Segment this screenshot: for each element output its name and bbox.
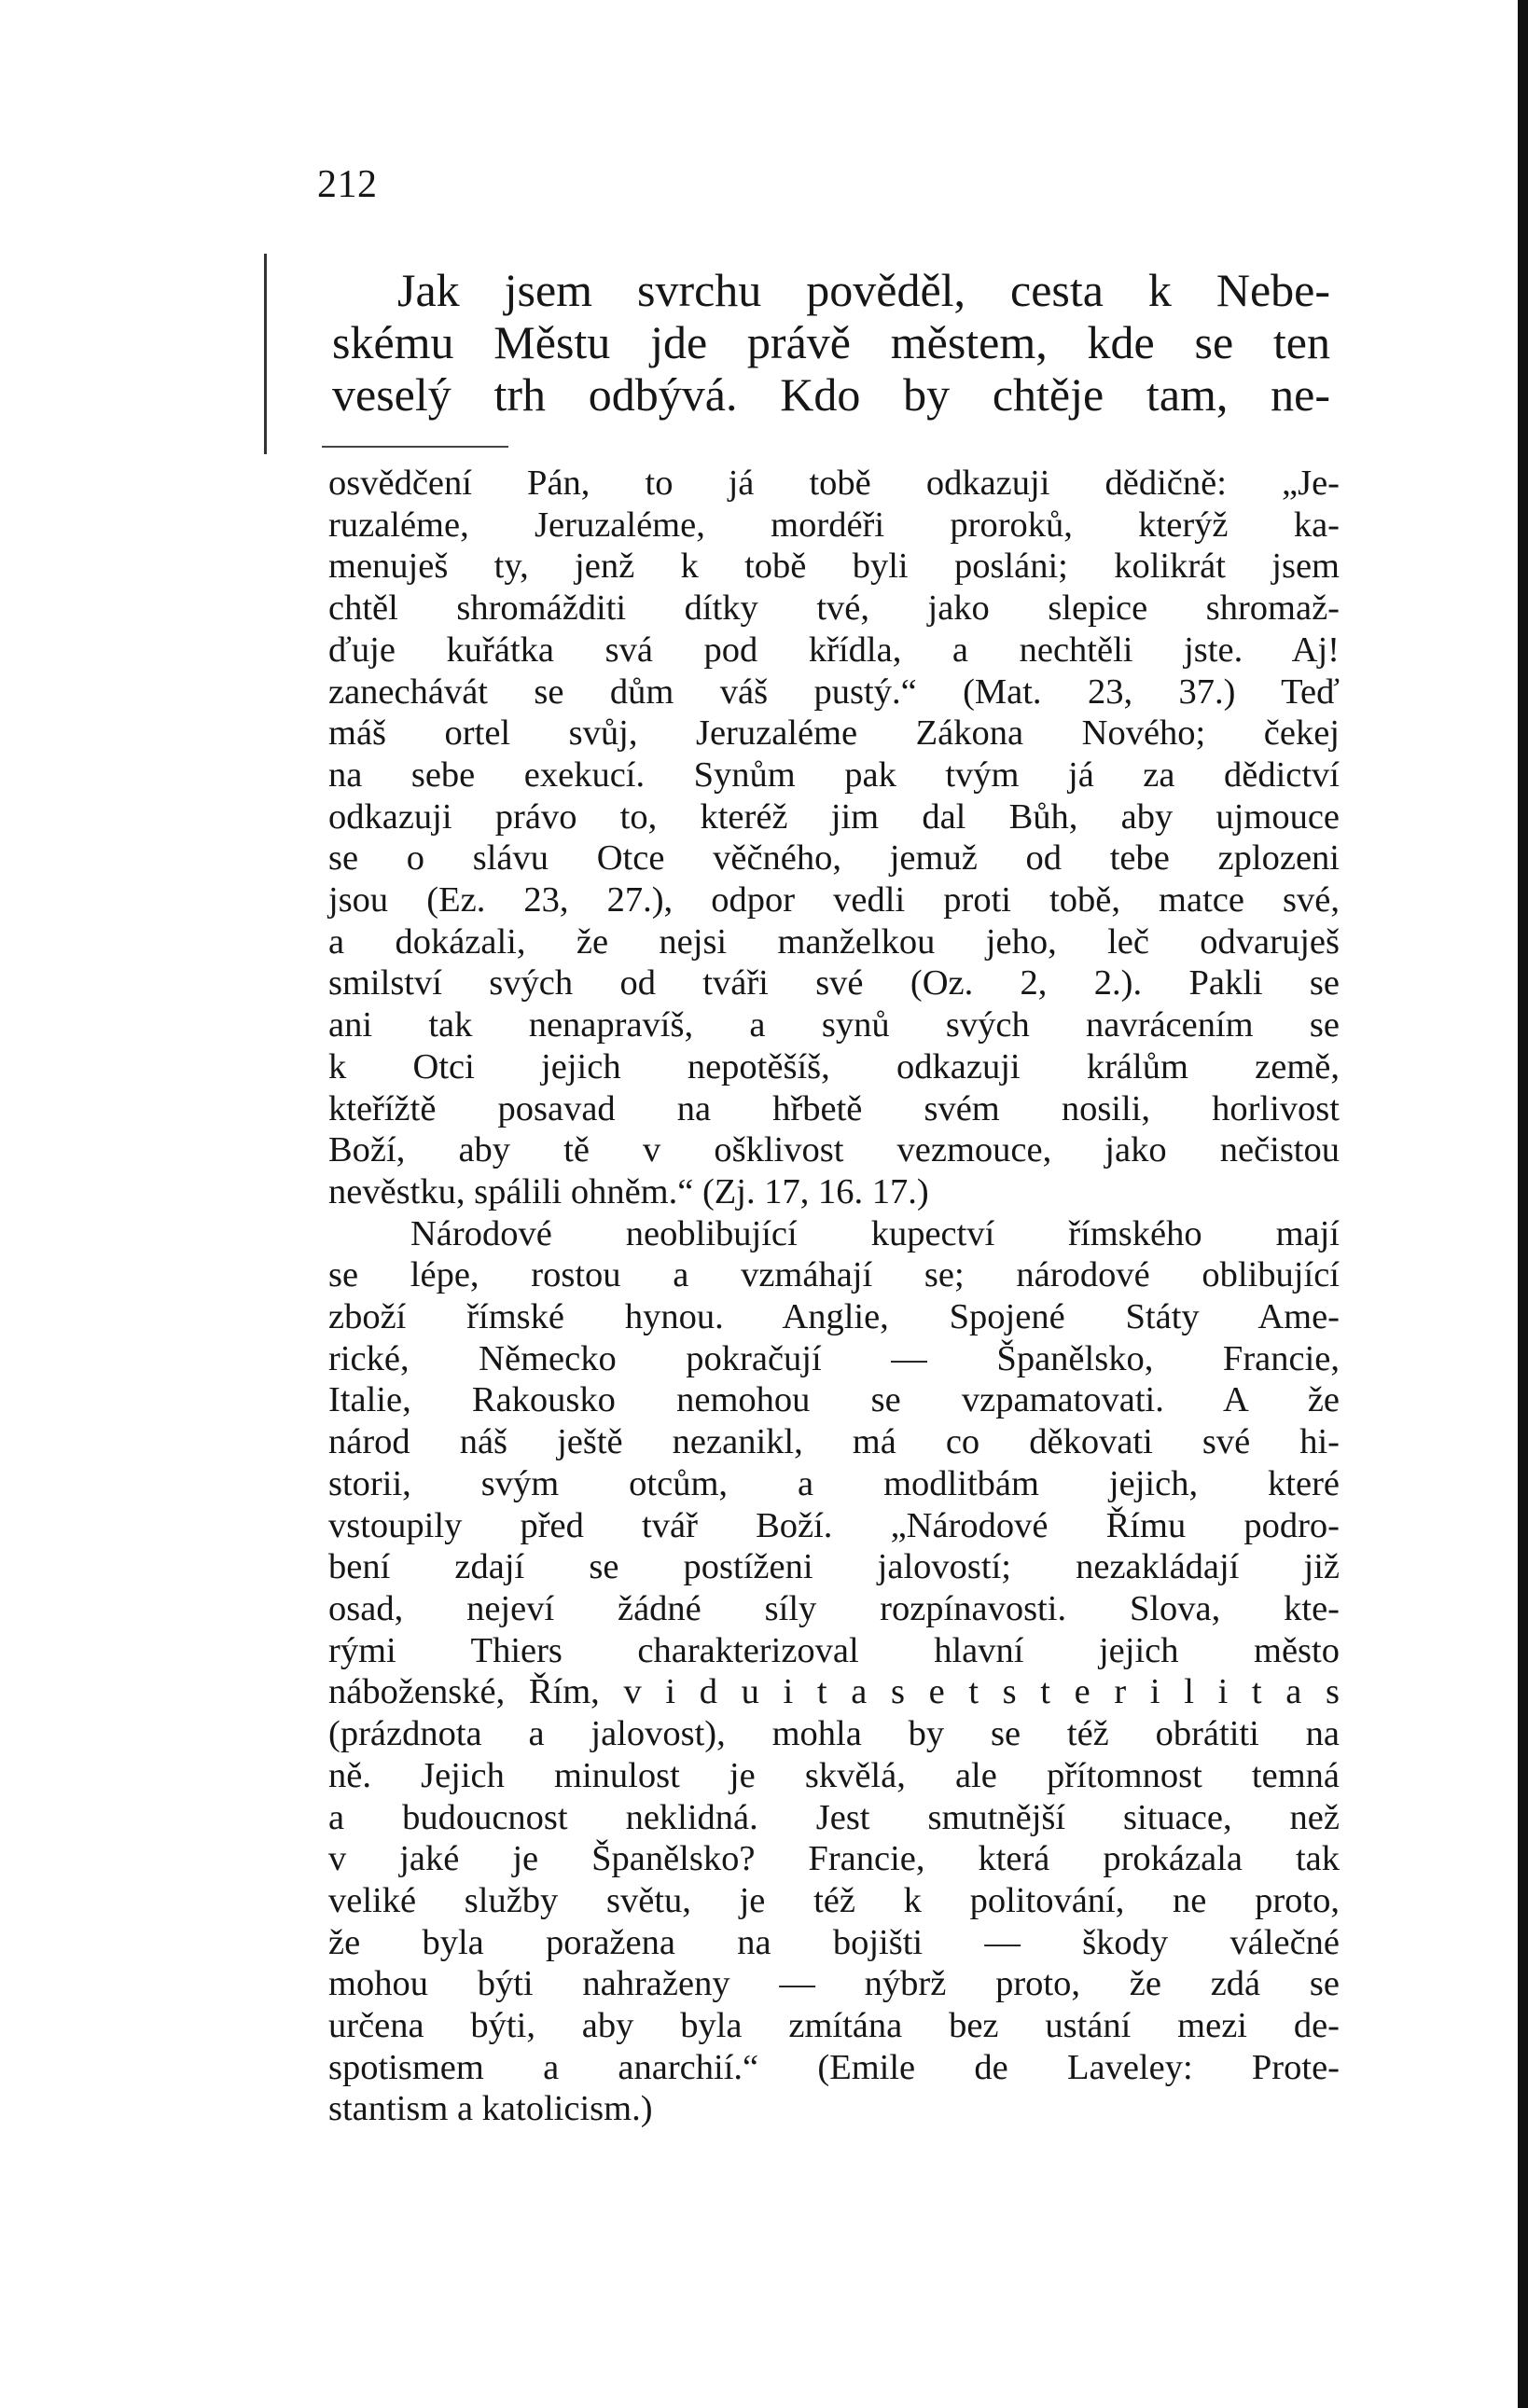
footnote-line: mohou býti nahraženy — nýbrž proto, že zdá se: [328, 1964, 1340, 2004]
footnote-line: ani tak nenapravíš, a synů svých navrácením se: [328, 1005, 1340, 1045]
footnote-line: ně. Jejich minulost je skvělá, ale přítomnost temná: [328, 1755, 1340, 1795]
footnote-line: (prázdnota a jalovost), mohla by se též obrátiti na: [328, 1714, 1340, 1754]
footnote-line: smilství svých od tváři své (Oz. 2, 2.). Pakli se: [328, 963, 1340, 1003]
footnote-line: k Otci jejich nepotěšíš, odkazuji králům země,: [328, 1046, 1340, 1086]
footnote-line: a dokázali, že nejsi manželkou jeho, leč odvaruješ: [328, 921, 1340, 962]
footnote-line: se o slávu Otce věčného, jemuž od tebe zplozeni: [328, 838, 1340, 879]
footnote-line: nevěstku, spálili ohněm.“ (Zj. 17, 16. 17.): [328, 1171, 929, 1211]
footnote-line: jsou (Ez. 23, 27.), odpor vedli proti tobě, matce své,: [328, 880, 1340, 920]
footnote-line: kteřížtě posavad na hřbetě svém nosili, horlivost: [328, 1088, 1340, 1128]
footnote-line: chtěl shromážditi dítky tvé, jako slepice shromaž-: [328, 588, 1340, 629]
margin-mark: [264, 254, 267, 454]
footnote-line: Národové neoblibující kupectví římského mají: [410, 1213, 1340, 1253]
footnote-line: spotismem a anarchií.“ (Emile de Laveley: Prote-: [328, 2047, 1340, 2087]
footnote: [328, 463, 1340, 2130]
footnote-separator: [322, 446, 508, 448]
footnote-line: na sebe exekucí. Synům pak tvým já za dědictví: [328, 754, 1340, 795]
footnote-line: ruzaléme, Jeruzaléme, mordéři proroků, kterýž ka-: [328, 505, 1340, 545]
footnote-line: bení zdají se postíženi jalovostí; nezakládají již: [328, 1547, 1340, 1587]
footnote-line: ďuje kuřátka svá pod křídla, a nechtěli jste. Aj!: [328, 630, 1340, 670]
footnote-line: osvědčení Pán, to já tobě odkazuji dědičně: „Je-: [328, 464, 1340, 503]
footnote-line: máš ortel svůj, Jeruzaléme Zákona Nového; čekej: [328, 713, 1340, 754]
main-text: [332, 264, 1330, 421]
main-text-line: Jak jsem svrchu pověděl, cesta k Nebe-: [397, 264, 1330, 316]
footnote-line: zboží římské hynou. Anglie, Spojené Státy Ame-: [328, 1297, 1340, 1337]
footnote-line: rické, Německo pokračují — Španělsko, Francie,: [328, 1338, 1340, 1378]
footnote-line: veliké služby světu, je též k politování, ne proto,: [328, 1880, 1340, 1920]
footnote-line: osad, nejeví žádné síly rozpínavosti. Slova, kte-: [328, 1588, 1340, 1628]
footnote-line: náboženské, Řím, v i d u i t a s e t s t e r i l i t a s: [328, 1672, 1340, 1712]
footnote-line: Italie, Rakousko nemohou se vzpamatovati. A že: [328, 1380, 1340, 1420]
footnote-line: zanechávát se dům váš pustý.“ (Mat. 23, 37.) Teď: [328, 671, 1340, 712]
main-text-line: skému Městu jde právě městem, kde se ten: [332, 316, 1330, 368]
footnote-line: rými Thiers charakterizoval hlavní jejich město: [328, 1630, 1340, 1670]
footnote-line: stantism a katolicism.): [328, 2089, 653, 2129]
footnote-line: menuješ ty, jenž k tobě byli posláni; kolikrát jsem: [328, 547, 1340, 587]
main-text-line: veselý trh odbývá. Kdo by chtěje tam, ne-: [332, 368, 1330, 421]
footnote-line: Boží, aby tě v ošklivost vezmouce, jako nečistou: [328, 1130, 1340, 1170]
footnote-line: odkazuji právo to, kteréž jim dal Bůh, aby ujmouce: [328, 796, 1340, 837]
footnote-line: vstoupily před tvář Boží. „Národové Římu podro-: [328, 1505, 1340, 1545]
footnote-line: národ náš ještě nezanikl, má co děkovati své hi-: [328, 1422, 1340, 1462]
footnote-line: v jaké je Španělsko? Francie, která prokázala tak: [328, 1839, 1340, 1879]
footnote-line: určena býti, aby byla zmítána bez ustání mezi de-: [328, 2006, 1340, 2046]
footnote-line: a budoucnost neklidná. Jest smutnější situace, než: [328, 1797, 1340, 1837]
footnote-line: že byla poražena na bojišti — škody válečné: [328, 1922, 1340, 1962]
footnote-line: se lépe, rostou a vzmáhají se; národové oblibující: [328, 1255, 1340, 1295]
footnote-line: storii, svým otcům, a modlitbám jejich, které: [328, 1463, 1340, 1503]
page-number: 212: [317, 163, 378, 206]
scan-edge-border: [1518, 0, 1528, 2408]
